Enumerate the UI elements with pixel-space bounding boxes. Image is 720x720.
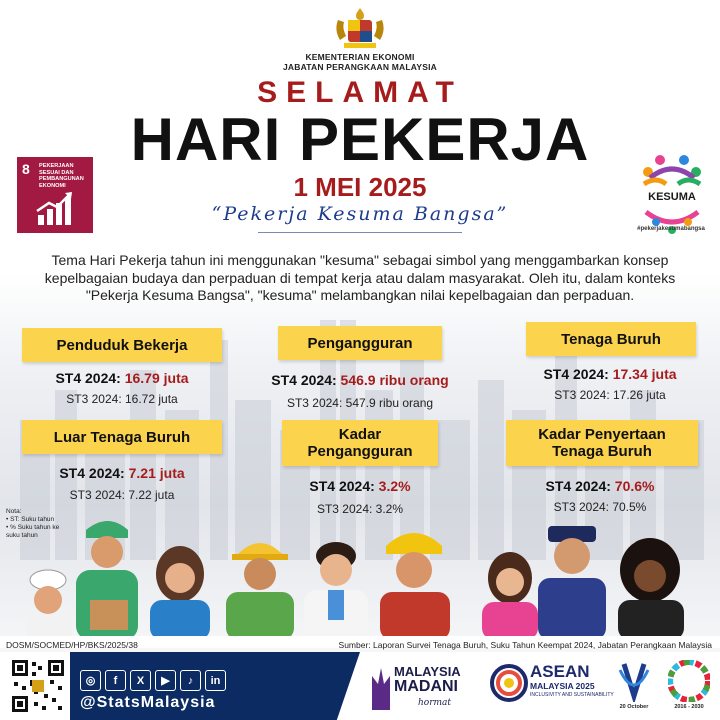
service-woman-figure xyxy=(482,552,538,640)
sdg-8-badge xyxy=(17,157,93,233)
page-title: HARI PEKERJA xyxy=(130,106,590,173)
growth-chart-icon xyxy=(35,191,75,227)
stat-prev-tenaga-buruh: ST3 2024: 17.26 juta xyxy=(554,388,666,402)
stat-prev-kadar-penyertaan: ST3 2024: 70.5% xyxy=(553,500,647,514)
tiktok-icon[interactable]: ♪ xyxy=(180,670,201,691)
stat-prev-luar-tenaga-buruh: ST3 2024: 7.22 juta xyxy=(69,488,175,502)
footnote-line: • % Suku tahun ke suku tahun xyxy=(6,524,60,539)
madani-logo-text: MALAYSIA xyxy=(394,664,461,679)
instagram-icon[interactable]: ◎ xyxy=(80,670,101,691)
stat-prev-kadar-pengangguran: ST3 2024: 3.2% xyxy=(316,502,404,516)
kesuma-hashtag: #pekerjakesumabangsa xyxy=(637,226,705,232)
stat-value-tenaga-buruh: ST4 2024: 17.34 juta xyxy=(543,366,677,382)
footnote-title: Nota: xyxy=(6,508,22,515)
stat-label-penduduk-bekerja: Penduduk Bekerja xyxy=(22,328,222,362)
construction-worker-figure xyxy=(226,543,294,640)
stat-label-tenaga-buruh: Tenaga Buruh xyxy=(526,322,696,356)
madani-logo-text: MADANI xyxy=(394,678,458,695)
asean-logo-text: ASEAN xyxy=(530,662,590,681)
footnote-line: • ST: Suku tahun xyxy=(6,516,55,523)
malaysia-coat-of-arms-icon xyxy=(330,6,390,50)
madani-logo-tagline: hormat xyxy=(418,698,452,708)
world-statistics-day-logo-icon xyxy=(614,660,654,702)
stat-label-kadar-penyertaan: Kadar Penyertaan Tenaga Buruh xyxy=(506,420,698,466)
asean-logo-theme: INCLUSIVITY AND SUSTAINABILITY xyxy=(530,692,614,698)
stat-value-pengangguran: ST4 2024: 546.9 ribu orang xyxy=(271,372,449,388)
greeting-heading: SELAMAT xyxy=(257,76,463,109)
stat-value-luar-tenaga-buruh: ST4 2024: 7.21 juta xyxy=(59,465,185,481)
stat-value-kadar-pengangguran: ST4 2024: 3.2% xyxy=(309,478,411,494)
facebook-icon[interactable]: f xyxy=(105,670,126,691)
chef-figure xyxy=(26,570,72,640)
firefighter-figure xyxy=(380,533,450,640)
stat-prev-pengangguran: ST3 2024: 547.9 ribu orang xyxy=(286,396,434,410)
professional-woman-figure xyxy=(618,538,684,640)
workers-illustration xyxy=(0,508,720,640)
stat-label-pengangguran: Pengangguran xyxy=(278,326,442,360)
statistics-day-date: 20 October xyxy=(619,704,649,710)
youtube-icon[interactable]: ▶ xyxy=(155,670,176,691)
reference-code: DOSM/SOCMED/HP/BKS/2025/38 xyxy=(6,640,138,650)
social-handle[interactable]: @StatsMalaysia xyxy=(80,694,216,711)
tagline-underline xyxy=(258,232,462,233)
stat-label-kadar-pengangguran: Kadar Pengangguran xyxy=(282,420,438,466)
intro-paragraph: Tema Hari Pekerja tahun ini menggunakan "kesuma" sebagai simbol yang menggambarkan konsep kepelbagaian budaya dan perpaduan di tempat kerja atau dalam masyarakat. Oleh itu, dalam konteks "Pekerja Kesuma Bangsa", "kesuma" melambangkan nilai kepelbagaian dan perpaduan. xyxy=(44,252,676,303)
sdg-wheel-icon xyxy=(668,660,710,702)
kesuma-label: KESUMA xyxy=(648,191,696,203)
event-date: 1 MEI 2025 xyxy=(293,172,427,202)
x-icon[interactable]: X xyxy=(130,670,151,691)
sdg-title: PEKERJAAN SESUAI DAN PEMBANGUNAN EKONOMI xyxy=(39,163,84,189)
qr-code-icon[interactable] xyxy=(10,658,66,714)
courier-figure xyxy=(76,521,138,640)
ministry-name: KEMENTERIAN EKONOMI xyxy=(305,52,415,62)
asean-logo-subtext: MALAYSIA 2025 xyxy=(530,681,595,691)
department-name: JABATAN PERANGKAAN MALAYSIA xyxy=(282,62,437,72)
malaysia-madani-logo-icon xyxy=(370,662,392,712)
linkedin-icon[interactable]: in xyxy=(205,670,226,691)
office-woman-figure xyxy=(150,546,210,640)
social-media-icons xyxy=(80,670,226,691)
asean-logo-icon xyxy=(490,664,528,702)
sdg-period: 2016 - 2030 xyxy=(674,704,704,710)
stat-prev-penduduk-bekerja: ST3 2024: 16.72 juta xyxy=(66,392,178,406)
doctor-figure xyxy=(304,542,368,640)
stat-label-luar-tenaga-buruh: Luar Tenaga Buruh xyxy=(22,420,222,454)
sdg-number: 8 xyxy=(22,161,30,177)
data-source: Sumber: Laporan Survei Tenaga Buruh, Suku Tahun Keempat 2024, Jabatan Perangkaan Malaysia xyxy=(338,640,712,650)
theme-tagline: “Pekerja Kesuma Bangsa” xyxy=(211,203,509,225)
stat-value-penduduk-bekerja: ST4 2024: 16.79 juta xyxy=(55,370,189,386)
police-officer-figure xyxy=(538,526,606,640)
stat-value-kadar-penyertaan: ST4 2024: 70.6% xyxy=(545,478,655,494)
